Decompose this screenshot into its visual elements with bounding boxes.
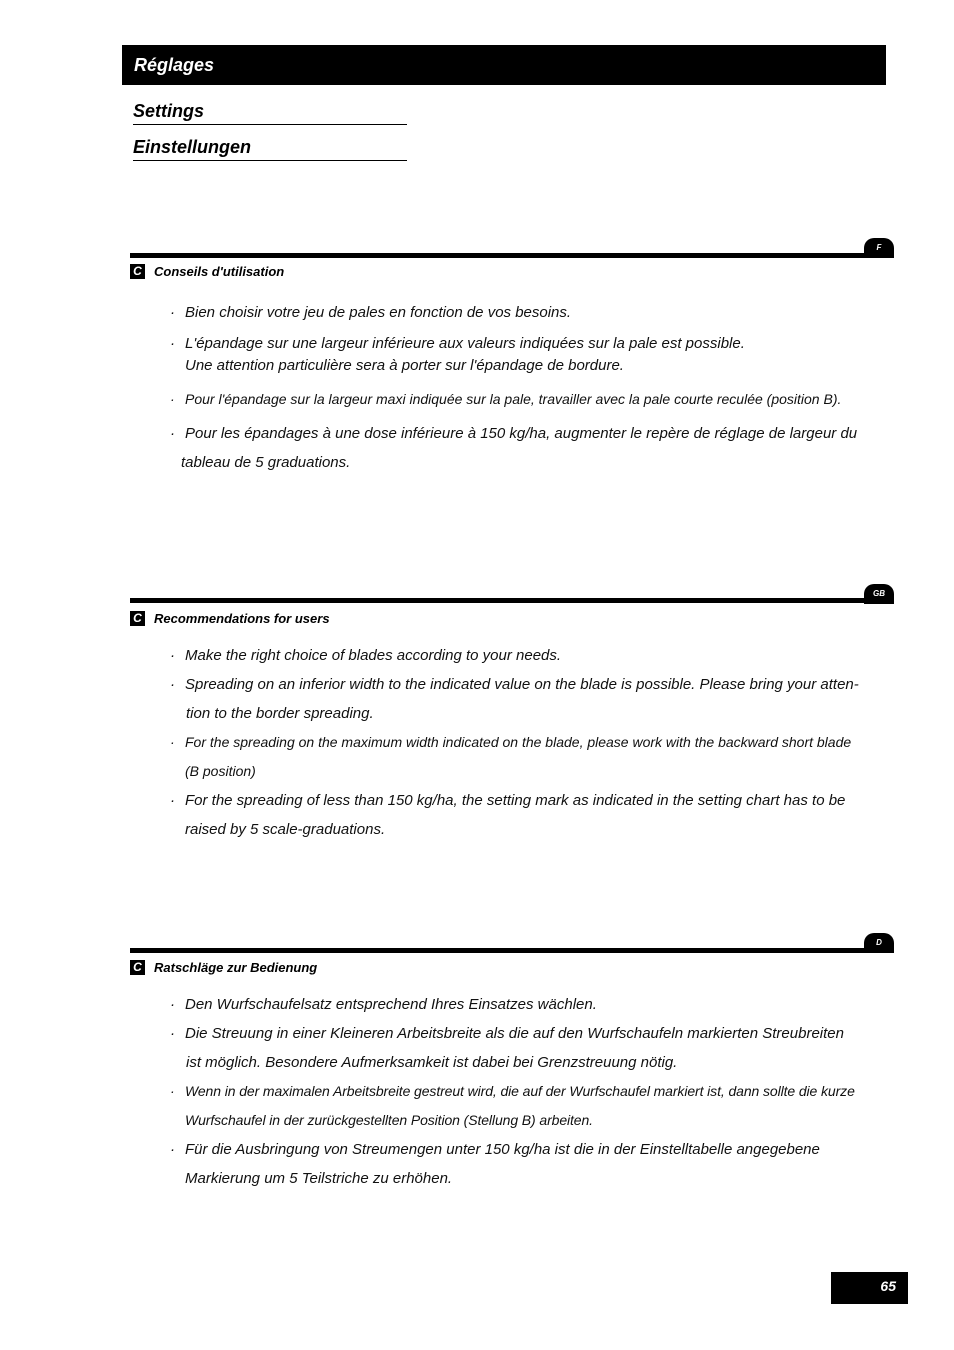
list-item	[170, 641, 915, 670]
list-item-text-cont: Une attention particulière sera à porter sur l'épandage de bordure.	[185, 357, 624, 374]
c-icon: C	[130, 264, 145, 279]
section-rule	[130, 598, 894, 603]
section-heading-d	[130, 959, 317, 975]
bullet-dot: ·	[170, 1141, 175, 1158]
list-item	[170, 670, 915, 728]
bullet-dot: ·	[170, 1083, 175, 1099]
bullet-dot: ·	[170, 391, 175, 407]
section-heading-label: Recommendations for users	[154, 610, 330, 626]
list-item-text-cont: Wurfschaufel in der zurückgestellten Position (Stellung B) arbeiten.	[185, 1112, 593, 1128]
list-item	[170, 304, 915, 322]
list-item-text: Wenn in der maximalen Arbeitsbreite gestreut wird, die auf der Wurfschaufel markiert ist, dann sollte die kurze	[185, 1083, 855, 1099]
list-item	[170, 1135, 920, 1193]
list-item-text: Pour les épandages à une dose inférieure à 150 kg/ha, augmenter le repère de réglage de largeur du	[185, 425, 858, 442]
page-number: 65	[880, 1278, 896, 1294]
list-item	[170, 786, 915, 844]
list-item-text: Make the right choice of blades according to your needs.	[185, 647, 562, 664]
subtitle-einstellungen: Einstellungen	[133, 136, 407, 161]
section-heading-label: Conseils d'utilisation	[154, 263, 285, 279]
lang-tab-f: F	[864, 238, 894, 258]
section-heading-gb	[130, 610, 330, 626]
bullet-list-gb	[170, 641, 915, 844]
list-item	[170, 1077, 920, 1135]
list-item	[170, 419, 915, 477]
list-item	[170, 390, 915, 408]
list-item-text: Spreading on an inferior width to the indicated value on the blade is possible. Please bring your atten-	[185, 676, 859, 693]
subtitle-settings: Settings	[133, 100, 407, 125]
bullet-dot: ·	[170, 647, 175, 664]
list-item	[170, 333, 915, 377]
list-item-text-cont: (B position)	[185, 763, 256, 779]
c-icon: C	[130, 611, 145, 626]
list-item-text: For the spreading on the maximum width indicated on the blade, please work with the backward short blade	[185, 734, 852, 750]
c-icon: C	[130, 960, 145, 975]
list-item-text: Für die Ausbringung von Streumengen unter 150 kg/ha ist die in der Einstelltabelle angegebene	[185, 1141, 820, 1158]
lang-tab-gb: GB	[864, 584, 894, 604]
list-item-text-cont: raised by 5 scale-graduations.	[185, 821, 386, 838]
section-rule	[130, 948, 894, 953]
lang-tab-d: D	[864, 933, 894, 953]
list-item-text: L'épandage sur une largeur inférieure aux valeurs indiquées sur la pale est possible.	[185, 335, 745, 352]
list-item-text-cont: Markierung um 5 Teilstriche zu erhöhen.	[185, 1170, 453, 1187]
list-item	[170, 728, 915, 786]
bullet-dot: ·	[170, 1025, 175, 1042]
bullet-dot: ·	[170, 304, 175, 321]
list-item	[170, 990, 920, 1019]
page-number-box	[831, 1272, 908, 1304]
section-heading-f	[130, 263, 284, 279]
list-item-text-cont: ist möglich. Besondere Aufmerksamkeit ist dabei bei Grenzstreuung nötig.	[186, 1054, 678, 1071]
bullet-dot: ·	[170, 734, 175, 750]
section-rule	[130, 253, 894, 258]
bullet-list-d	[170, 990, 920, 1193]
bullet-dot: ·	[170, 996, 175, 1013]
page-title: Réglages	[134, 55, 215, 75]
bullet-dot: ·	[170, 676, 175, 693]
list-item-text-cont: tableau de 5 graduations.	[181, 454, 351, 471]
list-item-text: Den Wurfschaufelsatz entsprechend Ihres Einsatzes wächlen.	[185, 996, 597, 1013]
list-item-text: Pour l'épandage sur la largeur maxi indiquée sur la pale, travailler avec la pale courte reculée (position B).	[185, 391, 842, 407]
section-heading-label: Ratschläge zur Bedienung	[154, 959, 318, 975]
bullet-list-f	[170, 304, 915, 477]
page-title-bar	[122, 45, 886, 85]
list-item-text: For the spreading of less than 150 kg/ha, the setting mark as indicated in the setting chart has to be	[185, 792, 846, 809]
list-item-text: Bien choisir votre jeu de pales en fonction de vos besoins.	[185, 304, 572, 321]
list-item-text: Die Streuung in einer Kleineren Arbeitsbreite als die auf den Wurfschaufeln markierten Streubreiten	[185, 1025, 844, 1042]
bullet-dot: ·	[170, 792, 175, 809]
bullet-dot: ·	[170, 335, 175, 352]
bullet-dot: ·	[170, 425, 175, 442]
list-item	[170, 1019, 920, 1077]
list-item-text-cont: tion to the border spreading.	[186, 705, 374, 722]
